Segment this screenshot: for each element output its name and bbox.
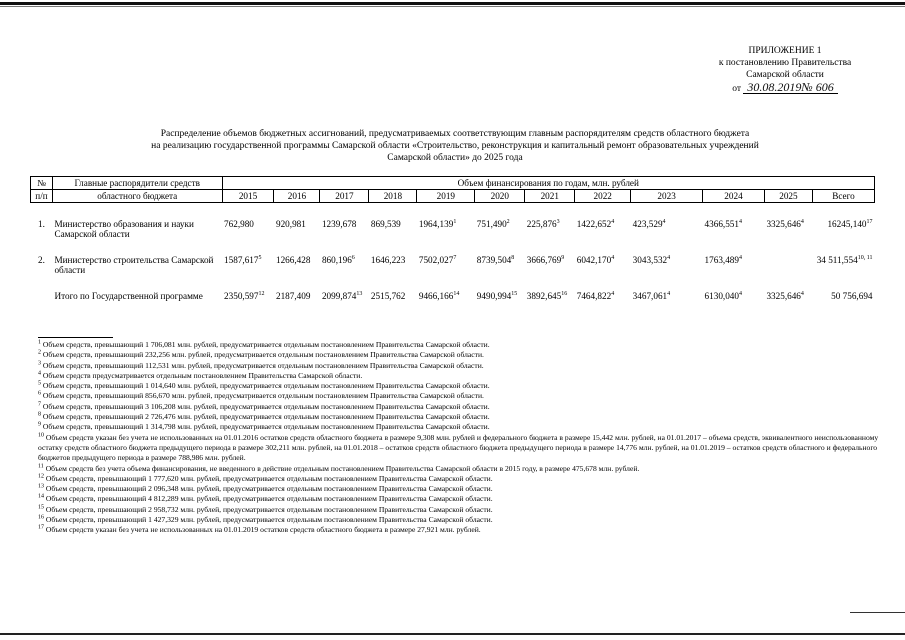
footnote-text: Объем средств, превышающий 4 812,289 млн. рублей, предусматривается отдельным постановлением Правительства Самарской области. xyxy=(45,494,493,504)
cell-value: 16245,140 xyxy=(827,219,867,229)
footnote-text: Объем средств, превышающий 1 706,081 млн. рублей, предусматривается отдельным постановлением Правительства Самарской области. xyxy=(42,340,490,349)
value-cell xyxy=(320,255,369,275)
footnote-number: 5 xyxy=(38,380,41,387)
footnote-ref: 4 xyxy=(667,290,671,297)
footnote-number: 6 xyxy=(38,390,41,397)
header-year: 2025 xyxy=(764,190,812,203)
footnote-ref: 7 xyxy=(453,254,457,261)
header-funding: Объем финансирования по годам, млн. рублей xyxy=(222,177,874,190)
footnote-ref: 4 xyxy=(738,290,742,297)
top-border-line-thin xyxy=(0,6,905,7)
cell-value: 3467,061 xyxy=(632,291,668,301)
value-cell xyxy=(274,255,320,275)
header-year: 2019 xyxy=(417,190,475,203)
footnote-ref: 6 xyxy=(351,254,355,261)
title-line-3: Самарской области» до 2025 года xyxy=(387,153,523,163)
value-cell xyxy=(222,219,274,239)
value-cell xyxy=(369,255,417,275)
approval-line-1: ПРИЛОЖЕНИЕ 1 xyxy=(748,46,822,56)
footnote-text: Объем средств, превышающий 232,256 млн. рублей, предусматривается отдельным постановлением Правительства Самарской области. xyxy=(42,350,484,360)
footnote-ref: 2 xyxy=(506,218,510,225)
footnote xyxy=(38,505,883,515)
value-cell xyxy=(575,219,631,239)
footnote xyxy=(38,494,883,504)
approval-line-2: к постановлению Правительства xyxy=(718,58,852,68)
footnote-number: 2 xyxy=(38,349,41,356)
footnote-ref: 4 xyxy=(662,218,666,225)
value-cell xyxy=(475,219,525,239)
footnote-text: Объем средств, превышающий 1 314,798 млн. рублей, предусматривается отдельным постановлением Правительства Самарской области. xyxy=(42,422,490,432)
footnote-ref: 17 xyxy=(866,218,873,225)
title-line-2: на реализацию государственной программы Самарской области «Строительство, реконструкция и капитальный ремонт образовательных учреждений xyxy=(151,141,759,151)
handwritten-date: 30.08.2019№ 606 xyxy=(743,81,837,94)
footnote-number: 4 xyxy=(38,370,41,377)
footnote-ref: 4 xyxy=(800,218,804,225)
footnote xyxy=(38,350,883,360)
value-cell xyxy=(475,255,525,275)
footnote xyxy=(38,402,883,412)
approval-line-3: Самарской области xyxy=(746,70,824,80)
header-year: 2024 xyxy=(703,190,765,203)
value-cell xyxy=(525,255,575,275)
row-spacer xyxy=(31,203,875,220)
row-number: 2. xyxy=(38,255,45,265)
value-cell xyxy=(764,219,812,239)
value-cell xyxy=(274,291,320,301)
cell-value: 2515,762 xyxy=(370,291,406,301)
footnote-text: Объем средств, превышающий 856,670 млн. рублей, предусматривается отдельным постановлением Правительства Самарской области. xyxy=(42,391,484,401)
footnote-text: Объем средств, превышающий 3 106,208 млн. рублей, предусматривается отдельным постановлением Правительства Самарской области. xyxy=(42,401,490,411)
footnote-number: 1 xyxy=(38,339,41,346)
footnote-number: 11 xyxy=(38,463,44,470)
value-cell xyxy=(320,291,369,301)
cell-value: 1422,652 xyxy=(576,219,612,229)
footnote-ref: 4 xyxy=(611,218,615,225)
footnote-ref: 4 xyxy=(800,290,804,297)
value-cell xyxy=(703,255,765,275)
cell-value: 8739,504 xyxy=(476,255,512,265)
bottom-border-line-short xyxy=(850,612,905,613)
header-no: № xyxy=(31,177,53,190)
value-cell xyxy=(631,219,703,239)
approval-prefix: от xyxy=(732,84,742,94)
value-cell xyxy=(631,255,703,275)
cell-value: 3325,646 xyxy=(766,219,801,229)
document-title xyxy=(95,128,815,164)
row-name: Итого по Государственной программе xyxy=(54,291,203,301)
footnote xyxy=(38,361,883,371)
cell-value: 2350,597 xyxy=(224,291,259,301)
cell-value: 869,539 xyxy=(370,219,401,229)
cell-value: 1964,139 xyxy=(418,219,454,229)
header-name-2: областного бюджета xyxy=(52,190,222,203)
value-cell xyxy=(274,219,320,239)
cell-value: 1763,489 xyxy=(704,255,739,265)
value-cell xyxy=(222,255,274,275)
approval-date-line xyxy=(700,81,870,95)
footnote-text: Объем средств, превышающий 1 777,620 млн. рублей, предусматривается отдельным постановлением Правительства Самарской области. xyxy=(45,473,493,483)
cell-value: 1646,223 xyxy=(370,255,406,265)
table-row xyxy=(31,255,875,275)
footnote-ref: 1 xyxy=(453,218,457,225)
footnote-number: 3 xyxy=(38,360,41,367)
footnote-ref: 14 xyxy=(453,290,460,297)
footnote-ref: 13 xyxy=(356,290,363,297)
row-spacer xyxy=(31,275,875,291)
footnote-text: Объем средств без учета объема финансирования, не введенного в действие отдельным постановлением Правительства Самарской области в 2015 году, в размере 475,678 млн. рублей. xyxy=(45,463,640,473)
header-year: 2015 xyxy=(222,190,274,203)
value-cell xyxy=(631,291,703,301)
footnote xyxy=(38,525,883,535)
cell-value: 7464,822 xyxy=(576,291,612,301)
value-cell xyxy=(222,291,274,301)
footnote-text: Объем средств, превышающий 1 014,640 млн. рублей, предусматривается отдельным постановлением Правительства Самарской области. xyxy=(42,381,490,391)
value-cell xyxy=(812,255,874,275)
value-cell xyxy=(320,219,369,239)
footnote-text: Объем средств указан без учета не использованных на 01.01.2016 остатков средств областного бюджета в размере 9,308 млн. рублей и федерального бюджета в размере 15,442 млн. рублей, на 01.01.2017 – объема средств, эквивалентного неиспользованному остатку средств областного бюджета предыдущего периода в размере 302,211 млн. рублей, на 01.01.2018 – остатков средств областного бюджета предыдущего периода в размере 14,776 млн. рублей, на 01.01.2019 – остатков средств областного и федерального бюджетов предыдущего периода в размере 788,986 млн. рублей. xyxy=(38,432,879,463)
footnote xyxy=(38,474,883,484)
cell-value: 4366,551 xyxy=(704,219,739,229)
footnote xyxy=(38,484,883,494)
footnote-text: Объем средств указан без учета не использованных на 01.01.2019 остатков средств областного бюджета в размере 27,921 млн. рублей. xyxy=(45,525,481,535)
cell-value: 920,981 xyxy=(275,219,306,229)
value-cell xyxy=(475,291,525,301)
cell-value: 1587,617 xyxy=(224,255,259,265)
footnote-ref: 4 xyxy=(738,218,742,225)
bottom-border-line xyxy=(0,633,905,635)
cell-value: 1266,428 xyxy=(275,255,311,265)
footnote-ref: 4 xyxy=(667,254,671,261)
header-year: 2018 xyxy=(369,190,417,203)
header-no-2: п/п xyxy=(31,190,53,203)
cell-value: 1239,678 xyxy=(321,219,357,229)
footnote xyxy=(38,391,883,401)
footnote-text: Объем средств предусматривается отдельным постановлением Правительства Самарской области. xyxy=(42,370,363,380)
header-year: 2023 xyxy=(631,190,703,203)
footnote-text: Объем средств, превышающий 2 958,732 млн. рублей, предусматривается отдельным постановлением Правительства Самарской области. xyxy=(45,504,493,514)
footnote-ref: 8 xyxy=(511,254,515,261)
row-name: Министерство образования и науки Самарской области xyxy=(54,219,194,239)
footnote-number: 10 xyxy=(38,432,44,439)
footnote-ref: 4 xyxy=(738,254,742,261)
footnote-number: 8 xyxy=(38,411,41,418)
approval-stamp xyxy=(700,45,870,95)
cell-value: 751,490 xyxy=(476,219,507,229)
value-cell xyxy=(812,219,874,239)
footnote-ref: 3 xyxy=(556,218,560,225)
value-cell xyxy=(764,255,812,275)
footnote xyxy=(38,371,883,381)
value-cell xyxy=(369,291,417,301)
header-year: 2022 xyxy=(575,190,631,203)
value-cell xyxy=(417,291,475,301)
footnote-number: 9 xyxy=(38,421,41,428)
cell-value: 762,980 xyxy=(224,219,254,229)
value-cell xyxy=(703,219,765,239)
footnote-ref: 5 xyxy=(258,254,262,261)
cell-value: 2099,874 xyxy=(321,291,357,301)
value-cell xyxy=(525,219,575,239)
table-row xyxy=(31,291,875,301)
cell-value: 50 756,694 xyxy=(831,291,873,301)
cell-value: 9490,994 xyxy=(476,291,512,301)
value-cell xyxy=(369,219,417,239)
footnote-number: 7 xyxy=(38,401,41,408)
cell-value: 3892,645 xyxy=(526,291,562,301)
value-cell xyxy=(812,291,874,301)
footnote xyxy=(38,422,883,432)
row-spacer xyxy=(31,239,875,255)
cell-value: 34 511,554 xyxy=(816,255,858,265)
footnote-ref: 15 xyxy=(511,290,518,297)
cell-value: 3325,646 xyxy=(766,291,801,301)
footnote-number: 17 xyxy=(38,524,44,531)
footnote xyxy=(38,433,883,464)
footnote-ref: 10, 11 xyxy=(857,254,873,261)
table-row xyxy=(31,219,875,239)
footnotes-block xyxy=(38,340,883,536)
footnote-number: 16 xyxy=(38,514,44,521)
footnote-ref: 16 xyxy=(561,290,568,297)
value-cell xyxy=(525,291,575,301)
header-year: 2016 xyxy=(274,190,320,203)
value-cell xyxy=(575,255,631,275)
cell-value: 423,529 xyxy=(632,219,663,229)
footnote-text: Объем средств, превышающий 1 427,329 млн. рублей, предусматривается отдельным постановлением Правительства Самарской области. xyxy=(45,515,493,525)
value-cell xyxy=(575,291,631,301)
value-cell xyxy=(764,291,812,301)
footnote-number: 12 xyxy=(38,473,44,480)
footnote xyxy=(38,381,883,391)
title-line-1: Распределение объемов бюджетных ассигнований, предусматриваемых соответствующим главным распорядителям средств областного бюджета xyxy=(160,129,750,139)
cell-value: 3666,769 xyxy=(526,255,562,265)
footnote-number: 15 xyxy=(38,504,44,511)
footnote xyxy=(38,464,883,474)
value-cell xyxy=(703,291,765,301)
footnote-separator xyxy=(38,337,113,338)
row-number xyxy=(31,291,53,301)
footnote-text: Объем средств, превышающий 2 096,348 млн. рублей, предусматривается отдельным постановлением Правительства Самарской области. xyxy=(45,484,493,494)
value-cell xyxy=(417,255,475,275)
footnote-text: Объем средств, превышающий 2 726,476 млн. рублей, предусматривается отдельным постановлением Правительства Самарской области. xyxy=(42,412,490,422)
cell-value: 6042,170 xyxy=(576,255,612,265)
cell-value: 2187,409 xyxy=(275,291,311,301)
header-year: Всего xyxy=(812,190,874,203)
header-year: 2020 xyxy=(475,190,525,203)
cell-value: 225,876 xyxy=(526,219,557,229)
cell-value: 860,196 xyxy=(321,255,352,265)
footnote-text: Объем средств, превышающий 112,531 млн. рублей, предусматривается отдельным постановлением Правительства Самарской области. xyxy=(42,360,484,370)
footnote xyxy=(38,340,883,350)
header-year: 2021 xyxy=(525,190,575,203)
cell-value: 3043,532 xyxy=(632,255,668,265)
footnote-ref: 12 xyxy=(258,290,265,297)
value-cell xyxy=(417,219,475,239)
row-name: Министерство строительства Самарской области xyxy=(54,255,214,275)
header-year: 2017 xyxy=(320,190,369,203)
footnote-ref: 4 xyxy=(611,254,615,261)
row-number: 1. xyxy=(38,219,45,229)
footnote-number: 14 xyxy=(38,493,44,500)
budget-table xyxy=(30,176,875,301)
top-border-line xyxy=(0,2,905,5)
footnote-ref: 4 xyxy=(611,290,615,297)
cell-value: 6130,040 xyxy=(704,291,739,301)
footnote xyxy=(38,412,883,422)
cell-value: 9466,166 xyxy=(418,291,454,301)
footnote-number: 13 xyxy=(38,483,44,490)
cell-value: 7502,027 xyxy=(418,255,454,265)
header-name: Главные распорядители средств xyxy=(52,177,222,190)
footnote-ref: 9 xyxy=(561,254,565,261)
footnote xyxy=(38,515,883,525)
